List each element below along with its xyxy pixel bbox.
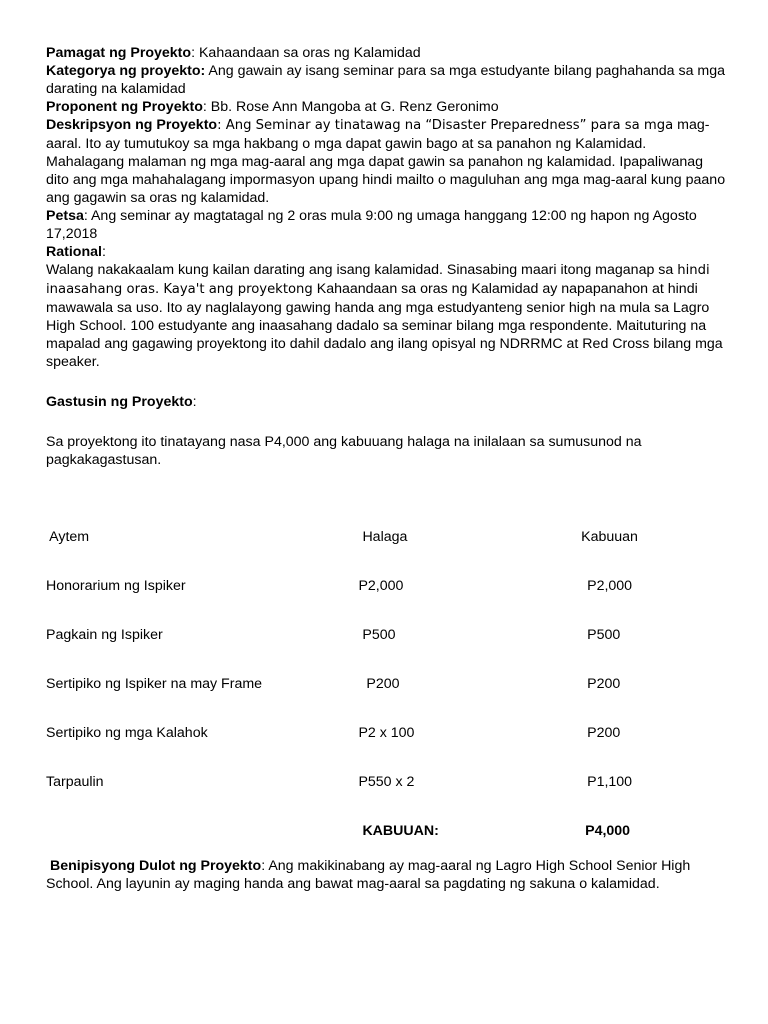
row-item: Honorarium ng Ispiker: [46, 577, 186, 594]
table-row: [46, 659, 686, 708]
total-label: KABUUAN:: [362, 822, 439, 839]
kategorya-line: [46, 62, 726, 98]
gastusin-label: Gastusin ng Proyekto: [46, 394, 193, 410]
pamagat-value: Kahaandaan sa oras ng Kalamidad: [198, 45, 421, 61]
project-proposal: [46, 44, 726, 469]
row-halaga: P2 x 100: [358, 724, 415, 741]
row-kabuuan: P200: [587, 675, 621, 692]
pamagat-line: Pamagat ng Proyekto: Kahaandaan sa oras ng Kalamidad: [46, 45, 421, 61]
kategorya-value: Ang gawain ay isang seminar para sa mga estudyante bilang paghahanda sa mga darating na kalamidad: [46, 63, 726, 97]
kategorya-label: Kategorya ng proyekto:: [46, 63, 206, 79]
row-item: Tarpaulin: [46, 773, 104, 790]
rational-label: Rational: [46, 244, 102, 260]
table-row: [46, 610, 686, 659]
proponent-line: Proponent ng Proyekto: Bb. Rose Ann Mangoba at G. Renz Geronimo: [46, 99, 499, 115]
gastusin-heading: Gastusin ng Proyekto:: [46, 394, 197, 410]
column-header-kabuuan: Kabuuan: [581, 528, 638, 545]
row-item: Pagkain ng Ispiker: [46, 626, 163, 643]
rational-body: [46, 261, 726, 371]
row-item: Sertipiko ng mga Kalahok: [46, 724, 208, 741]
deskripsyon-line: [46, 116, 726, 207]
budget-table: [46, 512, 686, 855]
column-header-aytem: Aytem: [46, 528, 90, 545]
table-row: [46, 757, 686, 806]
deskripsyon-value: mag-aaral. Ito ay tumutukoy sa mga hakbang o mga dapat gawin bago at sa panahon ng Kalamidad. Mahalagang malaman ng mga mag-aaral ang mga dapat gawin sa panahon ng kalamidad. Ipapaliwanag dito ang mga mahahalagang impormasyon upang hindi mailto o maguluhan ang mga mag-aaral kung paano ang gagawin sa oras ng kalamidad.: [46, 117, 726, 206]
column-header-halaga: Halaga: [362, 528, 408, 545]
rational-heading: Rational:: [46, 244, 106, 260]
row-halaga: P550 x 2: [358, 773, 415, 790]
row-kabuuan: P200: [587, 724, 621, 741]
pamagat-label: Pamagat ng Proyekto: [46, 45, 192, 61]
gastusin-intro: Sa proyektong ito tinatayang nasa P4,000 ang kabuuang halaga na inilalaan sa sumusunod na pagkakagastusan.: [46, 434, 642, 468]
deskripsyon-value-alt: : Ang Seminar ay tinatawag na “Disaster Preparedness” para sa mga: [217, 118, 674, 133]
rational-rest: Kahaandaan sa oras ng Kalamidad ay napapanahon at hindi mawawala sa uso. Ito ay naglalayong gawing handa ang mga estudyanteng senior high na mula sa Lagro High School. 100 estudyante ang inaasahang dadalo sa seminar bilang mga respondente. Maituturing na mapalad ang gagawing proyektong ito dahil dadalo ang ilang opisyal ng NDRRMC at Red Cross bilang mga speaker.: [46, 281, 723, 370]
row-kabuuan: P2,000: [587, 577, 633, 594]
row-halaga: P200: [362, 675, 400, 692]
benepisyo-section: [46, 843, 726, 907]
table-row: [46, 561, 686, 610]
proponent-value: Bb. Rose Ann Mangoba at G. Renz Geronimo: [210, 99, 499, 115]
rational-alt: hindi inaasahang oras. Kaya't ang proyektong: [46, 263, 710, 297]
benepisyo-line: Benipisyong Dulot ng Proyekto: Ang makikinabang ay mag-aaral ng Lagro High School Senior High School. Ang layunin ay maging handa ang bawat mag-aaral sa pagdating ng sakuna o kalamidad.: [46, 858, 691, 893]
row-halaga: P2,000: [358, 577, 404, 594]
row-halaga: P500: [358, 626, 396, 643]
benepisyo-value: Ang makikinabang ay mag-aaral ng Lagro High School Senior High School. Ang layunin ay maging handa ang bawat mag-aaral sa pagdating ng sakuna o kalamidad.: [46, 858, 691, 893]
benepisyo-label: Benipisyong Dulot ng Proyekto: [49, 858, 262, 875]
rational-line1: Walang nakakaalam kung kailan darating ang isang kalamidad. Sinasabing maari itong maganap sa: [46, 262, 674, 278]
row-item: Sertipiko ng Ispiker na may Frame: [46, 675, 263, 692]
budget-header-row: [46, 512, 686, 561]
petsa-line: Petsa: Ang seminar ay magtatagal ng 2 oras mula 9:00 ng umaga hanggang 12:00 ng hapon ng Agosto 17,2018: [46, 208, 697, 242]
total-value: P4,000: [585, 822, 631, 839]
row-kabuuan: P1,100: [587, 773, 633, 790]
petsa-label: Petsa: [46, 208, 84, 224]
deskripsyon-label: Deskripsyon ng Proyekto: [46, 117, 218, 133]
petsa-value: Ang seminar ay magtatagal ng 2 oras mula 9:00 ng umaga hanggang 12:00 ng hapon ng Agosto 17,2018: [46, 208, 697, 242]
row-kabuuan: P500: [587, 626, 621, 643]
proponent-label: Proponent ng Proyekto: [46, 99, 203, 115]
table-row: [46, 708, 686, 757]
